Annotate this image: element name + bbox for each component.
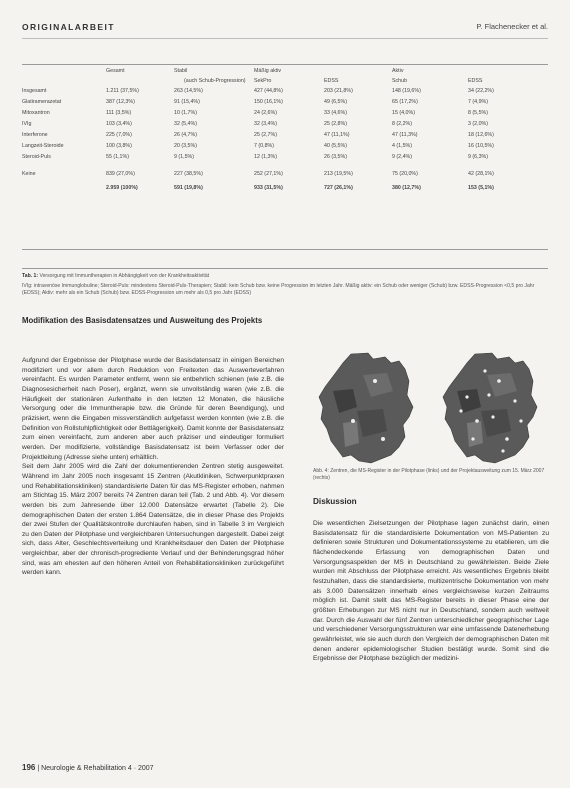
table-cell: 150 (16,1%) xyxy=(254,98,283,105)
paragraph: Seit dem Jahr 2005 wird die Zahl der dokumentierenden Zentren stetig ausgeweitet. Während im Jahr 2005 noch insgesamt 15 Zentren (Akutkliniken, Schwerpunktpraxen und Rehabilitationskliniken) standardisierte Daten für das MS-Register erhoben, nahmen am Stichtag 15. März 2007 bereits 74 Zentren daran teil (Tab. 2 und Abb. 4). Vor diesem werden bis zum Jahresende über 12.000 Datensätze erwartet (Tabelle 2). Die demographischen Daten der ersten 1.864 Datensätze, die in dieser Phase des Projekts der zwei Stufen der Qualitätskontrolle durchlaufen haben, sind in Tabelle 3 im Vergleich zu den Daten der Pilotphase und vergleichbaren Untersuchungen dargestellt. Dabei zeigt sich, dass Alter, Geschlechtsverteilung und Krankheitsdauer den Daten der Pilotphase vergleichbar, aber der chronisch-progrediente Verlauf und der Behinderungsgrad höher sind, was am ehesten auf den höheren Anteil von Rehabilitationskliniken zurückgeführt werden kann. xyxy=(22,463,284,577)
table-cell: 9 (1,5%) xyxy=(174,153,195,160)
table-sub-header xyxy=(22,76,548,85)
table-cell: 252 (27,1%) xyxy=(254,170,283,177)
page-header xyxy=(22,22,548,36)
col-header-aktiv: Aktiv xyxy=(392,68,404,74)
page-number: 196 xyxy=(22,763,36,772)
table-caption xyxy=(22,273,548,280)
table-cell: 203 (21,8%) xyxy=(324,87,353,94)
section-heading-diskussion: Diskussion xyxy=(313,497,357,506)
table-cell: 9 (6,3%) xyxy=(468,153,489,160)
table-cell: 49 (6,5%) xyxy=(324,98,347,105)
table-row xyxy=(22,168,548,179)
therapy-table xyxy=(22,66,548,193)
table-row xyxy=(22,151,548,162)
table-row xyxy=(22,96,548,107)
row-label: IVIg xyxy=(22,120,32,127)
table-cell: 8 (2,2%) xyxy=(392,120,413,127)
row-label: Mitoxantron xyxy=(22,109,50,116)
table-cell: 1.211 (37,5%) xyxy=(106,87,139,94)
table-cell: 10 (1,7%) xyxy=(174,109,197,116)
header-rule xyxy=(22,38,548,39)
table-cell: 380 (12,7%) xyxy=(392,184,421,191)
section-label: ORIGINALARBEIT xyxy=(22,22,115,32)
table-row xyxy=(22,107,548,118)
table-body xyxy=(22,85,548,193)
table-cell: 12 (1,3%) xyxy=(254,153,277,160)
table-cell: 933 (31,5%) xyxy=(254,184,283,191)
table-cell: 839 (27,0%) xyxy=(106,170,135,177)
sub-header: EDSS xyxy=(324,77,339,84)
table-cell: 111 (3,5%) xyxy=(106,109,132,116)
table-cell: 4 (1,5%) xyxy=(392,142,413,149)
author-label: P. Flachenecker et al. xyxy=(476,22,548,31)
table-cell: 227 (38,5%) xyxy=(174,170,203,177)
table-cell: 24 (2,6%) xyxy=(254,109,277,116)
table-cell: 213 (19,5%) xyxy=(324,170,353,177)
table-cell: 55 (1,1%) xyxy=(106,153,129,160)
table-cell: 26 (3,5%) xyxy=(324,153,347,160)
left-column xyxy=(22,356,284,578)
table-cell: 32 (3,4%) xyxy=(254,120,277,127)
table-cell: 148 (19,6%) xyxy=(392,87,421,94)
table-cell: 25 (2,8%) xyxy=(324,120,347,127)
col-header-maessig: Mäßig aktiv xyxy=(254,68,282,74)
table-cell: 7 (4,9%) xyxy=(468,98,489,105)
table-cell: 33 (4,6%) xyxy=(324,109,347,116)
paragraph: Die wesentlichen Zielsetzungen der Pilotphase lagen zunächst darin, einen Basisdatensatz für die standardisierte Dokumentation von MS-Patienten zu definieren sowie Strukturen und Dokumentationssysteme zu etablieren, um die flächendeckende Erfassung von demographischen Daten und Versorgungsaspekten der MS in Deutschland zu gewährleisten. Beide Ziele wurden mit Abschluss der Pilotphase erreicht. Als wesentliches Ergebnis bleibt festzuhalten, dass die standardisierte, multizentrische Dokumentation von mehr als 3.000 Datensätzen innerhalb eines vergleichsweise kurzen Zeitraums möglich ist. Damit stellt das MS-Register bereits in dieser Phase eine der größten Erhebungen zur MS nicht nur in Deutschland, sondern auch weltweit dar. Durch die Auswahl der fünf Zentren unterschiedlicher geographischer Lage und verschiedener Versorgungsstrukturen war eine umfassende Datenerhebung gewährleistet, wie sie auch durch den Vergleich der demographischen Daten mit denen anderer epidemiologischer Studien bestätigt wurde. Somit sind die Ergebnisse der Pilotphase bezüglich der medizini- xyxy=(313,520,549,663)
row-label: Insgesamt xyxy=(22,87,47,94)
table-cell: 103 (3,4%) xyxy=(106,120,132,127)
page-footer: 196 | Neurologie & Rehabilitation 4 · 2007 xyxy=(22,763,154,772)
germany-map-expansion xyxy=(437,351,547,466)
table-cell: 2.959 (100%) xyxy=(106,184,138,191)
table-caption-label: Tab. 1: xyxy=(22,273,39,279)
table-bottom-rule xyxy=(22,268,548,269)
table-legend: IVIg: intravenöse Immunglobuline; Steroid-Puls: mindestens Steroid-Puls-Therapien; Stabil: kein Schub bzw. keine Progression im letzten Jahr. Mäßig aktiv: ein Schub oder weniger (Schub) bzw. EDSS-Progression <0,5 pro Jahr (EDSS); Aktiv: mehr als ein Schub (Schub) bzw. EDSS-Progression um mehr als 0,5 pro Jahr (EDSS) xyxy=(22,283,535,296)
table-cell: 153 (5,1%) xyxy=(468,184,494,191)
table-row xyxy=(22,129,548,140)
table-cell: 32 (5,4%) xyxy=(174,120,197,127)
sub-header: Schub xyxy=(392,77,408,84)
table-cell: 8 (5,5%) xyxy=(468,109,489,116)
germany-map-pilot xyxy=(313,351,423,466)
table-cell: 34 (22,2%) xyxy=(468,87,494,94)
sub-header: (auch Schub-Progression) xyxy=(184,77,246,84)
figure-maps xyxy=(313,351,549,466)
table-row xyxy=(22,118,548,129)
table-top-rule xyxy=(22,64,548,65)
row-label: Keine xyxy=(22,170,36,177)
table-cell: 65 (17,2%) xyxy=(392,98,418,105)
table-cell: 91 (15,4%) xyxy=(174,98,200,105)
row-label xyxy=(22,182,96,193)
table-caption-text: Versorgung mit Immuntherapien in Abhängigkeit von der Krankheitsaktivität xyxy=(39,273,210,279)
col-header-gesamt: Gesamt xyxy=(106,68,125,74)
table-row xyxy=(22,182,548,193)
table-cell: 387 (12,3%) xyxy=(106,98,135,105)
table-cell: 20 (3,5%) xyxy=(174,142,197,149)
sub-header: EDSS xyxy=(468,77,483,84)
table-row xyxy=(22,85,548,96)
table-cell: 7 (0,8%) xyxy=(254,142,275,149)
table-sum-rule xyxy=(22,249,548,250)
row-label: Steroid-Puls xyxy=(22,153,51,160)
table-group-header xyxy=(22,66,548,76)
table-cell: 591 (19,8%) xyxy=(174,184,203,191)
row-label: Interferone xyxy=(22,131,48,138)
section-heading-modifikation: Modifikation des Basisdatensatzes und Ausweitung des Projekts xyxy=(22,316,263,325)
table-cell: 75 (20,0%) xyxy=(392,170,418,177)
table-cell: 18 (12,6%) xyxy=(468,131,494,138)
table-cell: 47 (11,3%) xyxy=(392,131,418,138)
right-column xyxy=(313,519,549,664)
table-cell: 40 (5,5%) xyxy=(324,142,347,149)
col-header-stabil: Stabil xyxy=(174,68,188,74)
table-row xyxy=(22,140,548,151)
table-cell: 225 (7,0%) xyxy=(106,131,132,138)
paragraph: Aufgrund der Ergebnisse der Pilotphase wurde der Basisdatensatz in einigen Bereichen modifiziert und vor allem durch Reduktion von Freitexten das Auswerteverfahren vereinfacht. Es wurden Parameter entfernt, wenn sie entbehrlich schienen (wie z.B. die Diagnosesicherheit nach Poser), ergänzt, wenn sie unvollständig waren (wie z.B. die Häufigkeit der stationären Aufenthalte in den letzten 12 Monaten, die häusliche Versorgung oder die Immuntherapie bzw. die Gründe für deren Beendigung), und präzisiert, wenn die Eingaben missverständlich aufgefasst werden konnten (wie z.B. die Definition von Rollstuhlpflichtigkeit oder Bettlägerigkeit). Damit konnte der Basisdatensatz zum einen vereinfacht, zum anderen aber auch präziser und eindeutiger formuliert werden. Der modifizierte, vollständige Basisdatensatz ist beim Verfasser oder der Projektleitung (Adresse siehe unten) erhältlich. xyxy=(22,357,284,461)
sub-header: SekPro xyxy=(254,77,272,84)
journal-name: Neurologie & Rehabilitation 4 · 2007 xyxy=(41,765,154,772)
table-cell: 100 (3,8%) xyxy=(106,142,132,149)
figure-caption: Abb. 4: Zentren, die MS-Register in der Pilotphase (links) und der Projektausweitung zum 15. März 2007 (rechts) xyxy=(313,468,545,481)
table-cell: 15 (4,0%) xyxy=(392,109,415,116)
table-cell: 42 (28,1%) xyxy=(468,170,494,177)
table-cell: 26 (4,7%) xyxy=(174,131,197,138)
table-cell: 427 (44,8%) xyxy=(254,87,283,94)
table-cell: 47 (11,1%) xyxy=(324,131,350,138)
table-cell: 16 (10,5%) xyxy=(468,142,494,149)
table-cell: 9 (2,4%) xyxy=(392,153,413,160)
row-label: Langzeit-Steroide xyxy=(22,142,64,149)
table-cell: 727 (26,1%) xyxy=(324,184,353,191)
row-label: Glatiramerazetat xyxy=(22,98,62,105)
table-cell: 25 (2,7%) xyxy=(254,131,277,138)
table-cell: 263 (14,5%) xyxy=(174,87,203,94)
table-cell: 3 (2,0%) xyxy=(468,120,489,127)
